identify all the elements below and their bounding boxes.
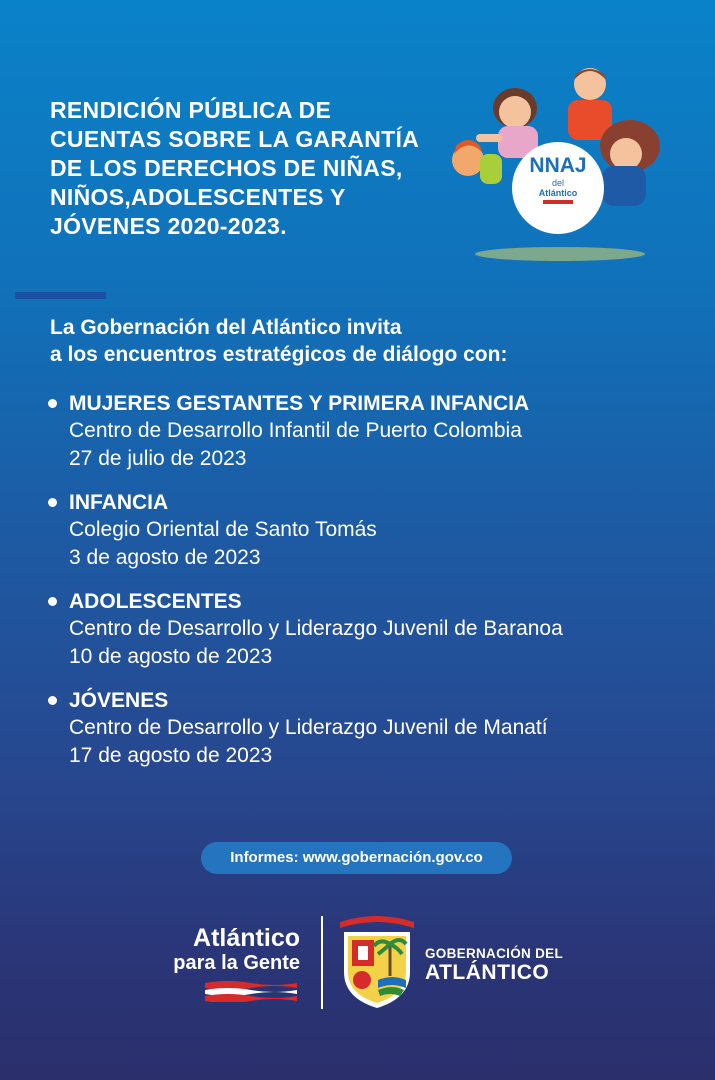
shield-icon — [338, 914, 416, 1015]
footer-divider — [321, 916, 323, 1009]
event-name: JÓVENES — [69, 689, 169, 712]
badge-sub: del — [551, 178, 564, 188]
title-line: RENDICIÓN PÚBLICA DE — [50, 97, 332, 123]
atlantico-para-la-gente-logo — [150, 924, 300, 974]
informes-link[interactable]: Informes: www.gobernación.gov.co — [201, 842, 512, 874]
event-name: MUJERES GESTANTES Y PRIMERA INFANCIA — [69, 392, 530, 415]
page-title — [50, 96, 430, 241]
gobernacion-logo-text — [425, 946, 563, 984]
event-place: Centro de Desarrollo y Liderazgo Juvenil de Baranoa — [69, 617, 563, 640]
divider-bar — [15, 292, 106, 299]
title-line: DE LOS DERECHOS DE NIÑAS, — [50, 155, 403, 181]
title-line: NIÑOS,ADOLESCENTES Y — [50, 184, 346, 210]
brand-line: para la Gente — [173, 952, 300, 974]
bullet-icon — [48, 696, 57, 705]
badge-main: NNAJ — [529, 154, 587, 177]
bullet-icon — [48, 498, 57, 507]
list-item — [46, 588, 706, 671]
title-line: CUENTAS SOBRE LA GARANTÍA — [50, 126, 420, 152]
event-date: 10 de agosto de 2023 — [69, 645, 273, 668]
event-place: Centro de Desarrollo y Liderazgo Juvenil de Manatí — [69, 716, 548, 739]
list-item — [46, 687, 706, 770]
nnaj-badge — [512, 154, 604, 204]
event-place: Centro de Desarrollo Infantil de Puerto Colombia — [69, 419, 522, 442]
list-item — [46, 390, 706, 473]
event-name: INFANCIA — [69, 491, 169, 514]
gov-line: GOBERNACIÓN DEL — [425, 946, 564, 961]
flag-icon — [205, 980, 297, 1007]
nnaj-illustration — [440, 62, 680, 262]
event-list — [46, 390, 706, 786]
badge-flag — [543, 200, 573, 204]
event-date: 17 de agosto de 2023 — [69, 744, 273, 767]
brand-line: Atlántico — [193, 924, 300, 952]
event-date: 3 de agosto de 2023 — [69, 546, 261, 569]
bullet-icon — [48, 399, 57, 408]
bullet-icon — [48, 597, 57, 606]
intro-text — [50, 314, 670, 368]
title-line: JÓVENES 2020-2023. — [50, 213, 287, 239]
event-date: 27 de julio de 2023 — [69, 447, 247, 470]
intro-line: La Gobernación del Atlántico invita — [50, 316, 402, 339]
intro-line: a los encuentros estratégicos de diálogo con: — [50, 343, 508, 366]
list-item — [46, 489, 706, 572]
gov-line: ATLÁNTICO — [425, 961, 550, 984]
badge-sub: Atlántico — [538, 188, 578, 198]
event-name: ADOLESCENTES — [69, 590, 242, 613]
event-place: Colegio Oriental de Santo Tomás — [69, 518, 377, 541]
